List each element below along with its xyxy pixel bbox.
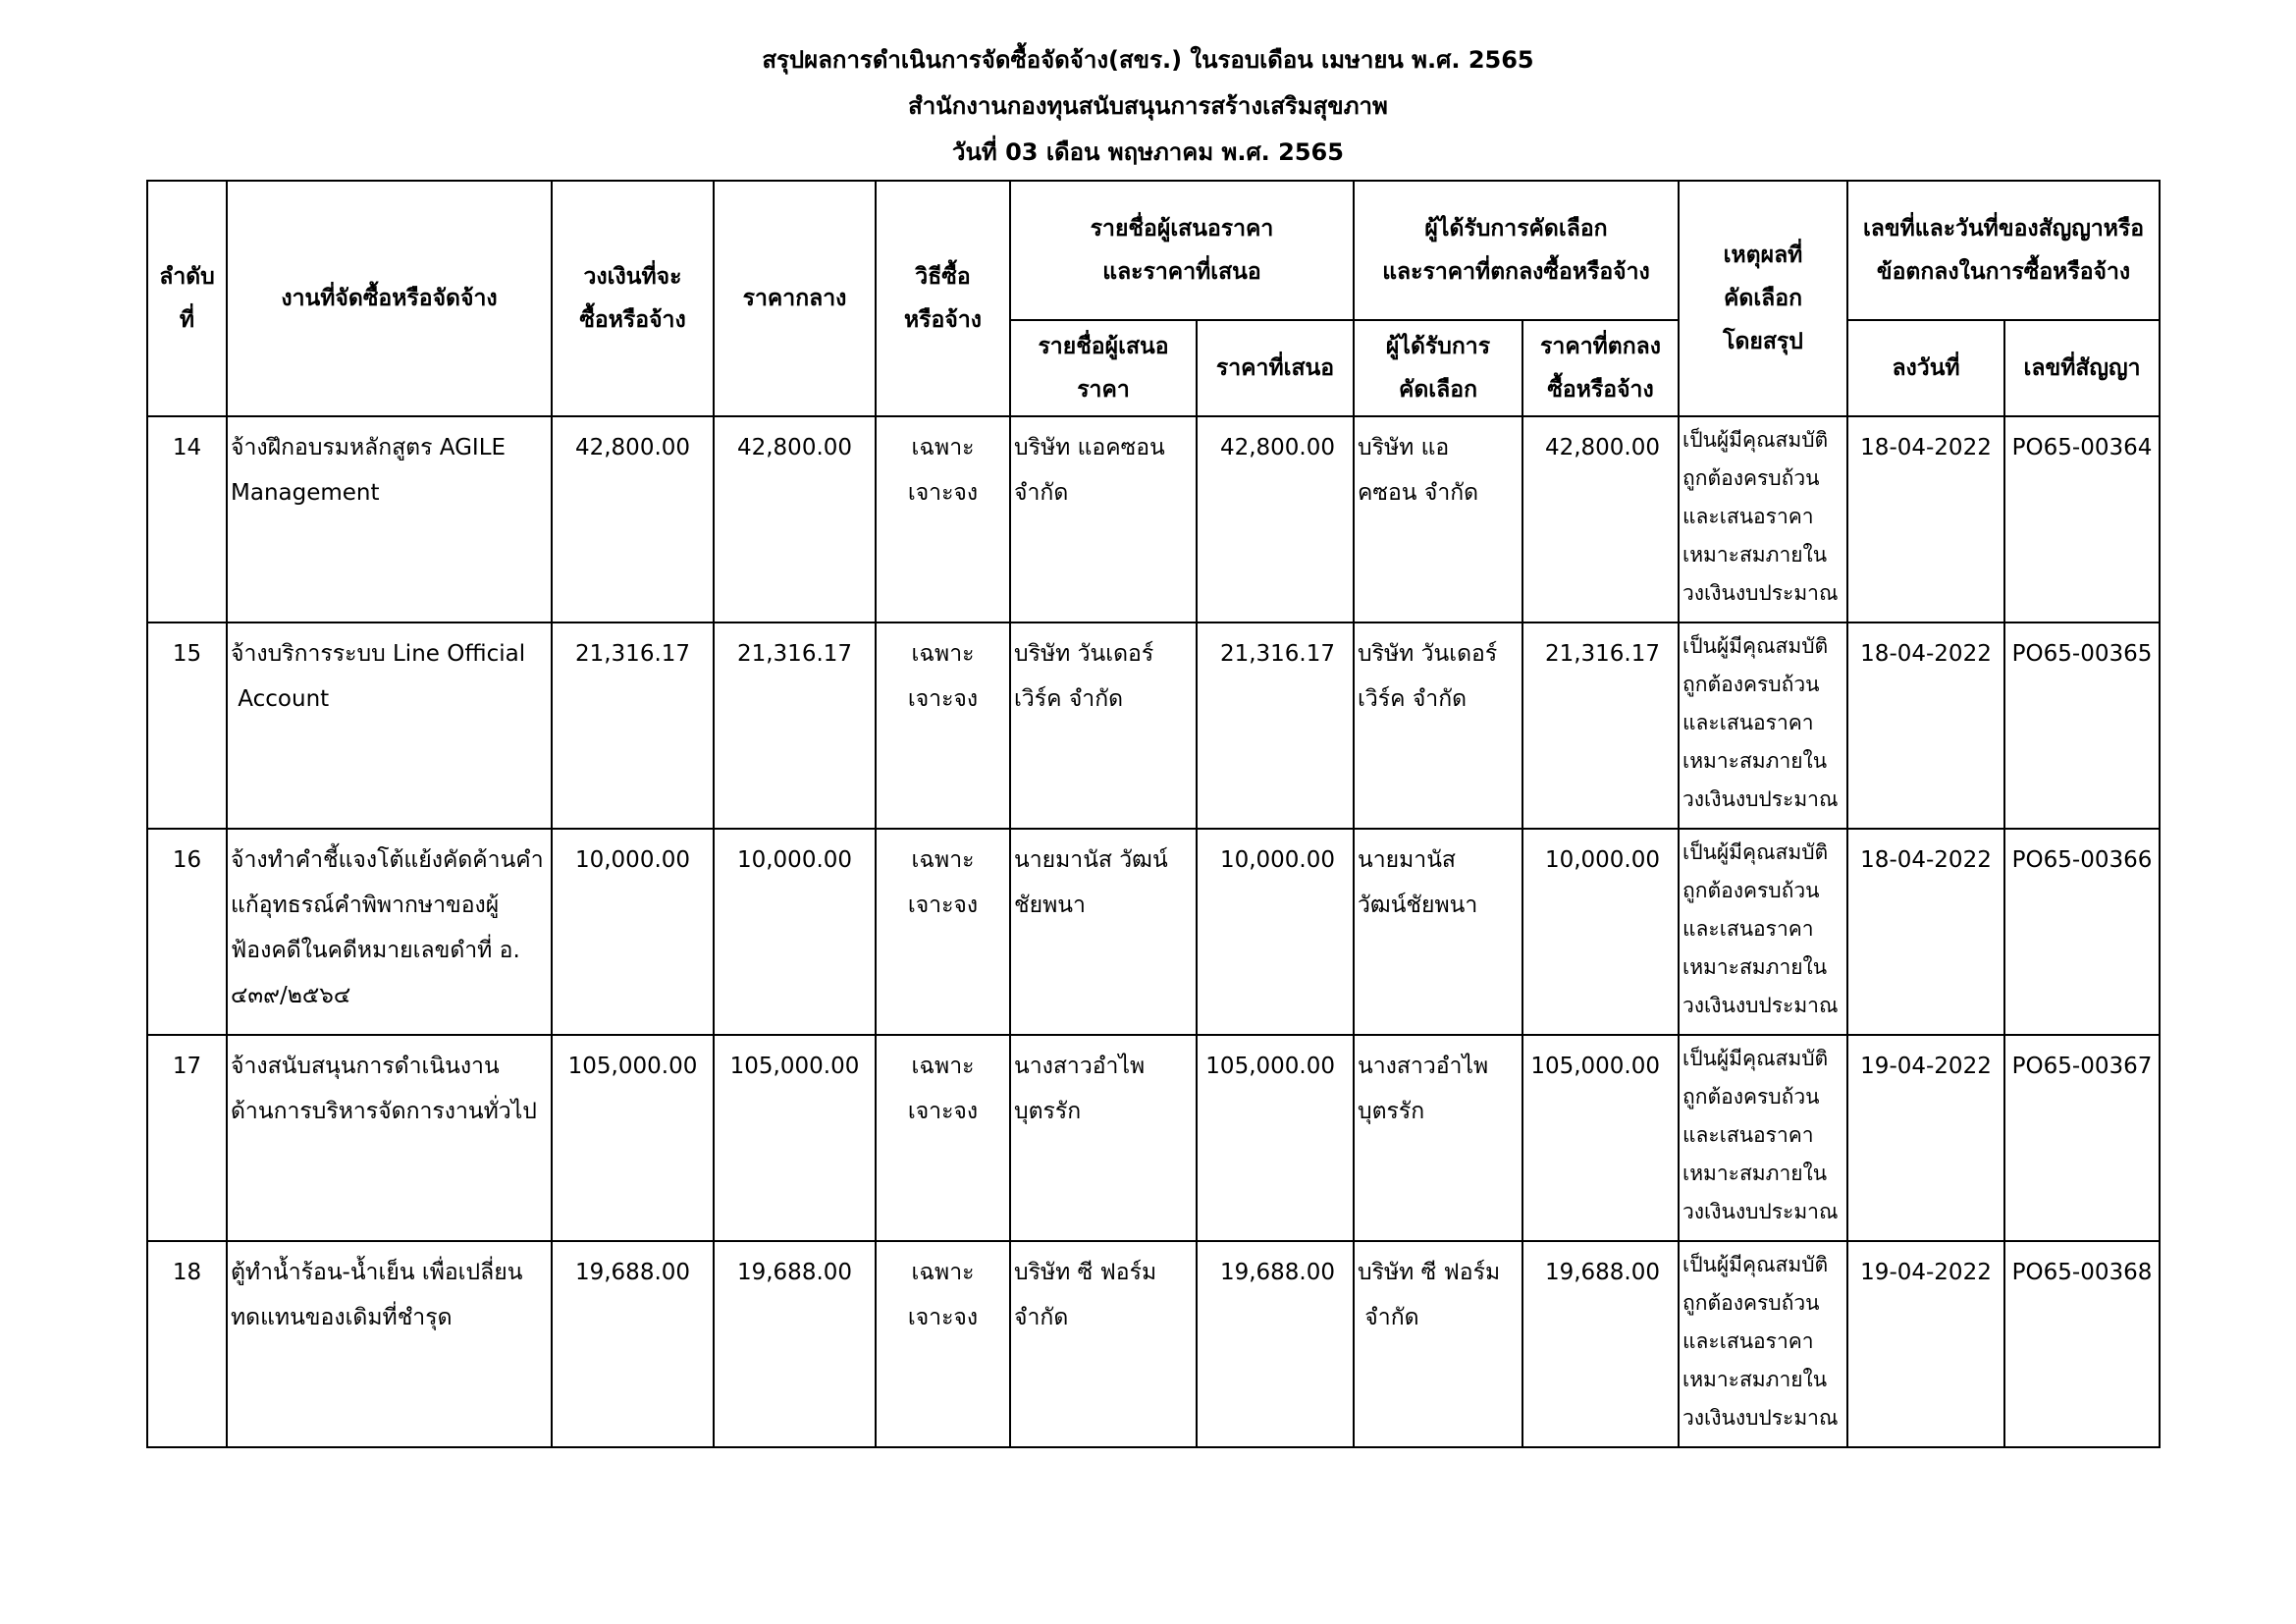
document-titles [0, 37, 2296, 176]
title-line-2: สำนักงานกองทุนสนับสนุนการสร้างเสริมสุขภาพ [908, 92, 1388, 120]
cell-median-price: 21,316.17 [714, 623, 876, 829]
cell-bidder-name: นางสาวอำไพ บุตรรัก [1010, 1035, 1197, 1241]
cell-median-price: 19,688.00 [714, 1241, 876, 1447]
cell-median-price: 10,000.00 [714, 829, 876, 1035]
cell-selected-name: นางสาวอำไพ บุตรรัก [1354, 1035, 1522, 1241]
header-median-price: ราคากลาง [714, 181, 876, 416]
cell-bid-price: 105,000.00 [1197, 1035, 1354, 1241]
cell-date: 18-04-2022 [1847, 416, 2004, 623]
table-row [147, 416, 2160, 623]
header-contract-group: เลขที่และวันที่ของสัญญาหรือ ข้อตกลงในการซื้อหรือจ้าง [1847, 181, 2160, 320]
cell-work: จ้างบริการระบบ Line Official Account [227, 623, 552, 829]
cell-bid-price: 42,800.00 [1197, 416, 1354, 623]
cell-reason: เป็นผู้มีคุณสมบัติ ถูกต้องครบถ้วน และเสนอราคา เหมาะสมภายใน วงเงินงบประมาณ [1679, 829, 1847, 1035]
cell-median-price: 105,000.00 [714, 1035, 876, 1241]
cell-method: เฉพาะ เจาะจง [876, 829, 1010, 1035]
cell-budget: 19,688.00 [552, 1241, 714, 1447]
header-bidders-group: รายชื่อผู้เสนอราคา และราคาที่เสนอ [1010, 181, 1354, 320]
procurement-table [146, 180, 2161, 1448]
header-work: งานที่จัดซื้อหรือจัดจ้าง [227, 181, 552, 416]
cell-contract-no: PO65-00366 [2004, 829, 2160, 1035]
cell-budget: 42,800.00 [552, 416, 714, 623]
cell-contract-no: PO65-00365 [2004, 623, 2160, 829]
cell-date: 18-04-2022 [1847, 829, 2004, 1035]
cell-selected-name: บริษัท วันเดอร์ เวิร์ค จำกัด [1354, 623, 1522, 829]
header-date: ลงวันที่ [1847, 320, 2004, 416]
table-row [147, 623, 2160, 829]
cell-bidder-name: บริษัท แอคซอน จำกัด [1010, 416, 1197, 623]
header-contract-no: เลขที่สัญญา [2004, 320, 2160, 416]
cell-bidder-name: บริษัท ซี ฟอร์ม จำกัด [1010, 1241, 1197, 1447]
cell-work: จ้างทำคำชี้แจงโต้แย้งคัดค้านคำ แก้อุทธรณ์คำพิพากษาของผู้ ฟ้องคดีในคดีหมายเลขดำที่ อ. ๔๓๙/๒๕๖๔ [227, 829, 552, 1035]
cell-agreed-price: 42,800.00 [1522, 416, 1679, 623]
cell-agreed-price: 10,000.00 [1522, 829, 1679, 1035]
header-budget: วงเงินที่จะ ซื้อหรือจ้าง [552, 181, 714, 416]
cell-contract-no: PO65-00367 [2004, 1035, 2160, 1241]
title-line-1: สรุปผลการดำเนินการจัดซื้อจัดจ้าง(สขร.) ในรอบเดือน เมษายน พ.ศ. 2565 [762, 46, 1534, 74]
cell-seq: 14 [147, 416, 227, 623]
cell-seq: 16 [147, 829, 227, 1035]
cell-selected-name: บริษัท แอ คซอน จำกัด [1354, 416, 1522, 623]
cell-bid-price: 21,316.17 [1197, 623, 1354, 829]
cell-reason: เป็นผู้มีคุณสมบัติ ถูกต้องครบถ้วน และเสนอราคา เหมาะสมภายใน วงเงินงบประมาณ [1679, 1035, 1847, 1241]
cell-contract-no: PO65-00364 [2004, 416, 2160, 623]
cell-bidder-name: บริษัท วันเดอร์ เวิร์ค จำกัด [1010, 623, 1197, 829]
header-seq: ลำดับ ที่ [147, 181, 227, 416]
cell-date: 18-04-2022 [1847, 623, 2004, 829]
table-row [147, 1035, 2160, 1241]
table-row [147, 1241, 2160, 1447]
cell-contract-no: PO65-00368 [2004, 1241, 2160, 1447]
cell-bidder-name: นายมานัส วัฒน์ ชัยพนา [1010, 829, 1197, 1035]
cell-selected-name: บริษัท ซี ฟอร์ม จำกัด [1354, 1241, 1522, 1447]
cell-bid-price: 19,688.00 [1197, 1241, 1354, 1447]
cell-date: 19-04-2022 [1847, 1035, 2004, 1241]
cell-seq: 17 [147, 1035, 227, 1241]
header-selected-group: ผู้ได้รับการคัดเลือก และราคาที่ตกลงซื้อหรือจ้าง [1354, 181, 1679, 320]
header-agreed-price: ราคาที่ตกลง ซื้อหรือจ้าง [1522, 320, 1679, 416]
cell-work: จ้างสนับสนุนการดำเนินงาน ด้านการบริหารจัดการงานทั่วไป [227, 1035, 552, 1241]
table-row [147, 829, 2160, 1035]
cell-method: เฉพาะ เจาะจง [876, 1035, 1010, 1241]
cell-agreed-price: 105,000.00 [1522, 1035, 1679, 1241]
cell-bid-price: 10,000.00 [1197, 829, 1354, 1035]
cell-budget: 10,000.00 [552, 829, 714, 1035]
cell-method: เฉพาะ เจาะจง [876, 623, 1010, 829]
cell-date: 19-04-2022 [1847, 1241, 2004, 1447]
cell-method: เฉพาะ เจาะจง [876, 1241, 1010, 1447]
cell-work: ตู้ทำน้ำร้อน-น้ำเย็น เพื่อเปลี่ยน ทดแทนของเดิมที่ชำรุด [227, 1241, 552, 1447]
header-bidder-name: รายชื่อผู้เสนอ ราคา [1010, 320, 1197, 416]
cell-reason: เป็นผู้มีคุณสมบัติ ถูกต้องครบถ้วน และเสนอราคา เหมาะสมภายใน วงเงินงบประมาณ [1679, 416, 1847, 623]
header-bid-price: ราคาที่เสนอ [1197, 320, 1354, 416]
title-line-3: วันที่ 03 เดือน พฤษภาคม พ.ศ. 2565 [952, 138, 1344, 166]
cell-median-price: 42,800.00 [714, 416, 876, 623]
header-method: วิธีซื้อ หรือจ้าง [876, 181, 1010, 416]
cell-budget: 105,000.00 [552, 1035, 714, 1241]
cell-agreed-price: 19,688.00 [1522, 1241, 1679, 1447]
cell-budget: 21,316.17 [552, 623, 714, 829]
cell-agreed-price: 21,316.17 [1522, 623, 1679, 829]
cell-reason: เป็นผู้มีคุณสมบัติ ถูกต้องครบถ้วน และเสนอราคา เหมาะสมภายใน วงเงินงบประมาณ [1679, 623, 1847, 829]
cell-seq: 18 [147, 1241, 227, 1447]
header-selected-name: ผู้ได้รับการ คัดเลือก [1354, 320, 1522, 416]
cell-selected-name: นายมานัส วัฒน์ชัยพนา [1354, 829, 1522, 1035]
cell-method: เฉพาะ เจาะจง [876, 416, 1010, 623]
header-reason: เหตุผลที่ คัดเลือก โดยสรุป [1679, 181, 1847, 416]
cell-seq: 15 [147, 623, 227, 829]
cell-reason: เป็นผู้มีคุณสมบัติ ถูกต้องครบถ้วน และเสนอราคา เหมาะสมภายใน วงเงินงบประมาณ [1679, 1241, 1847, 1447]
cell-work: จ้างฝึกอบรมหลักสูตร AGILE Management [227, 416, 552, 623]
